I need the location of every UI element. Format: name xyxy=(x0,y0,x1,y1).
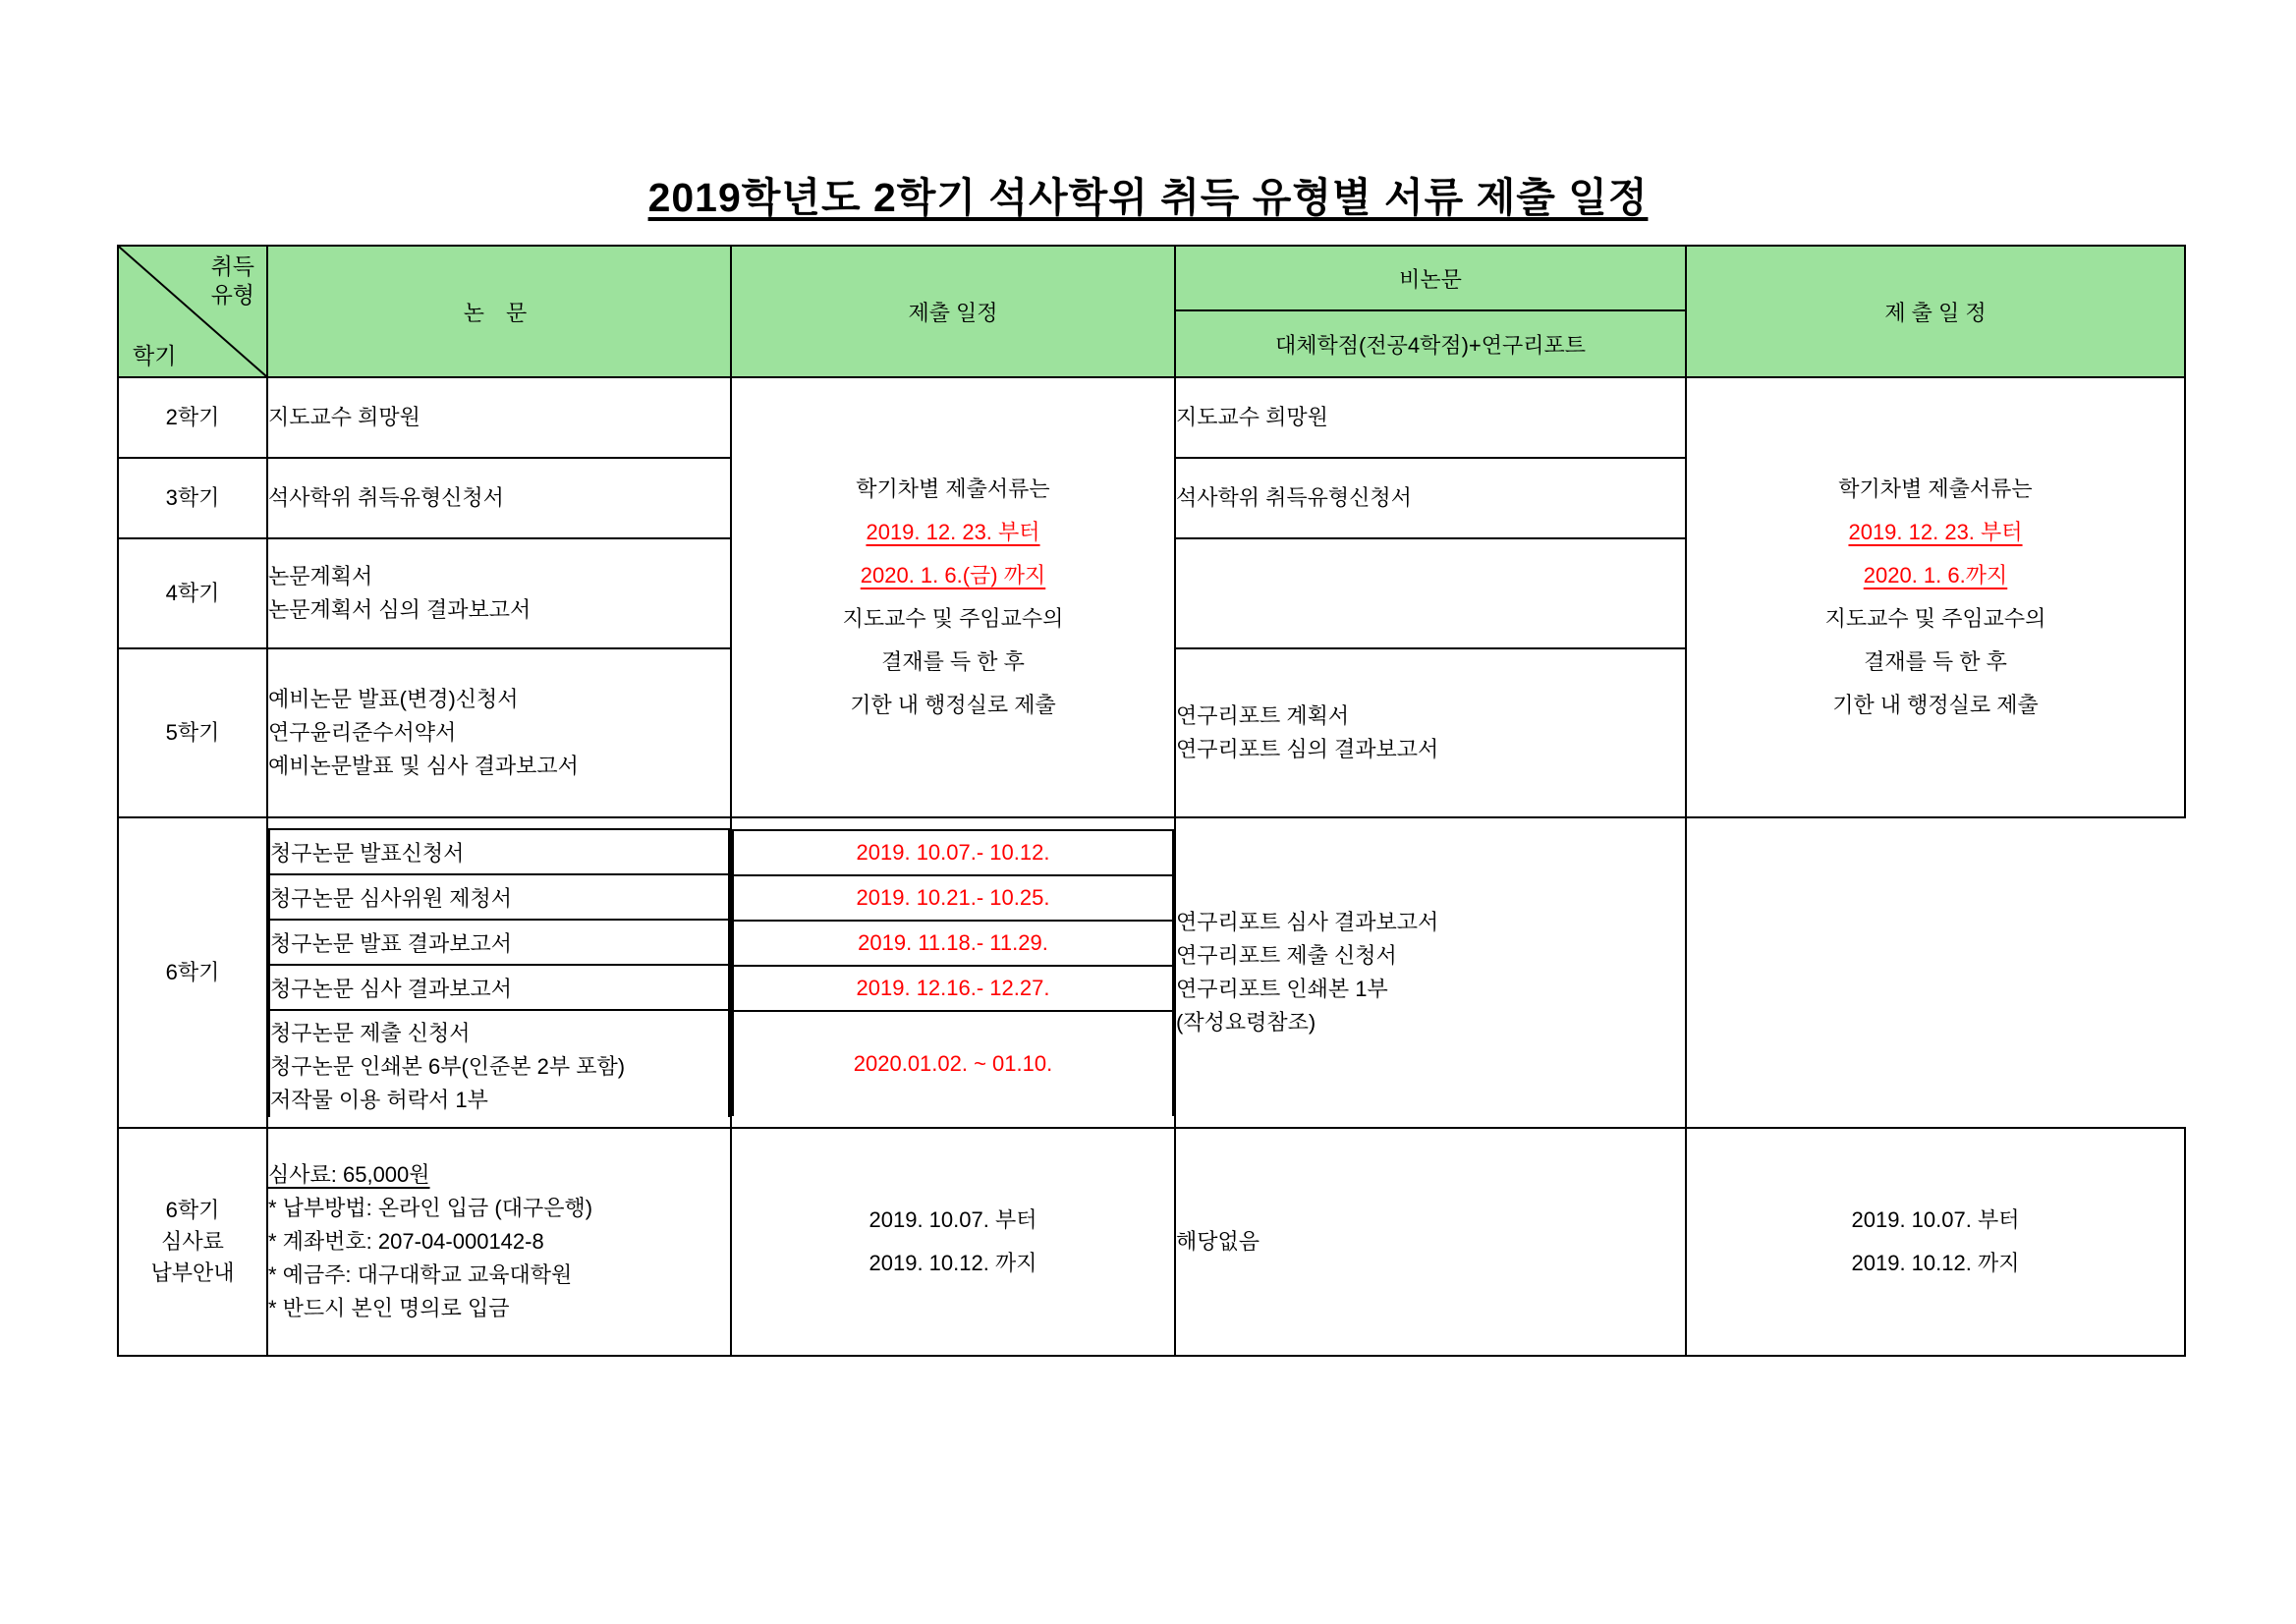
paper-schedule-term6-dates xyxy=(732,829,1174,1116)
nonpaper-schedule-line-4: 지도교수 및 주임교수의 xyxy=(1824,606,2046,631)
nonpaper-doc-term5 xyxy=(1175,648,1686,817)
header-paper-schedule: 제출 일정 xyxy=(731,246,1175,377)
paper-doc-term6-tail-line2: 청구논문 인쇄본 6부(인준본 2부 포함) xyxy=(270,1054,626,1080)
header-nonpaper-schedule: 제 출 일 정 xyxy=(1686,246,2185,377)
header-nonpaper: 비논문 xyxy=(1175,246,1686,310)
nonpaper-doc-term6-line2: 연구리포트 제출 신청서 xyxy=(1176,943,1397,969)
list-item: 청구논문 심사 결과보고서 xyxy=(269,965,729,1010)
list-item-tail xyxy=(269,1010,729,1117)
term-label-fee xyxy=(118,1128,267,1356)
fee-line-2: * 계좌번호: 207-04-000142-8 xyxy=(268,1229,544,1255)
nonpaper-fee-schedule xyxy=(1686,1128,2185,1356)
table-row-fee xyxy=(118,1128,2185,1356)
paper-doc-term5-line3: 예비논문발표 및 심사 결과보고서 xyxy=(268,754,579,779)
nonpaper-doc-term6-line1: 연구리포트 심사 결과보고서 xyxy=(1176,909,1439,934)
fee-line-4: * 반드시 본인 명의로 입금 xyxy=(268,1296,510,1321)
fee-line-3: * 예금주: 대구대학교 교육대학원 xyxy=(268,1262,573,1288)
list-item: 청구논문 심사위원 제청서 xyxy=(269,874,729,920)
paper-doc-term6-list xyxy=(268,828,730,1117)
paper-fee-details xyxy=(267,1128,731,1356)
paper-doc-term5-line2: 연구윤리준수서약서 xyxy=(268,719,457,745)
paper-doc-term6 xyxy=(267,817,731,1128)
nonpaper-schedule-block xyxy=(1686,377,2185,817)
paper-doc-term2: 지도교수 희망원 xyxy=(267,377,731,458)
fee-title: 심사료: 65,000원 xyxy=(268,1162,430,1188)
term-label-3: 3학기 xyxy=(118,458,267,538)
nonpaper-fee-schedule-line1: 2019. 10.07. 부터 xyxy=(1851,1207,2020,1233)
fee-line-1: * 납부방법: 온라인 입금 (대구은행) xyxy=(268,1196,593,1221)
term-label-2: 2학기 xyxy=(118,377,267,458)
paper-fee-schedule xyxy=(731,1128,1175,1356)
table-header-row xyxy=(118,246,2185,310)
date-item: 2020.01.02. ~ 01.10. xyxy=(733,1011,1173,1116)
nonpaper-schedule-line-6: 기한 내 행정실로 제출 xyxy=(1832,693,2039,717)
page-title xyxy=(0,165,2296,223)
term-label-5: 5학기 xyxy=(118,648,267,817)
term-label-fee-line1: 6학기 xyxy=(165,1198,220,1223)
nonpaper-doc-term6 xyxy=(1175,817,1686,1128)
nonpaper-doc-term6-line3: 연구리포트 인쇄본 1부 xyxy=(1176,977,1388,1002)
term-label-fee-line2: 심사료 xyxy=(161,1229,224,1255)
paper-schedule-line-4: 지도교수 및 주임교수의 xyxy=(842,606,1064,631)
term-label-6: 6학기 xyxy=(118,817,267,1128)
nonpaper-schedule-line-2: 2019. 12. 23. 부터 xyxy=(1848,520,2023,544)
paper-fee-schedule-line1: 2019. 10.07. 부터 xyxy=(868,1207,1037,1233)
nonpaper-schedule-line-5: 결재를 득 한 후 xyxy=(1864,649,2007,674)
date-item: 2019. 12.16.- 12.27. xyxy=(733,966,1173,1011)
header-paper: 논 문 xyxy=(267,246,731,377)
nonpaper-doc-term2: 지도교수 희망원 xyxy=(1175,377,1686,458)
corner-term-label: 학기 xyxy=(133,343,177,368)
paper-schedule-line-6: 기한 내 행정실로 제출 xyxy=(850,693,1056,717)
nonpaper-schedule-line-3: 2020. 1. 6.까지 xyxy=(1863,563,2008,588)
nonpaper-doc-term3: 석사학위 취득유형신청서 xyxy=(1175,458,1686,538)
nonpaper-schedule-line-1: 학기차별 제출서류는 xyxy=(1838,476,2033,501)
nonpaper-fee-schedule-line2: 2019. 10.12. 까지 xyxy=(1851,1251,2020,1276)
nonpaper-fee: 해당없음 xyxy=(1175,1128,1686,1356)
corner-header-cell xyxy=(118,246,267,377)
paper-doc-term4-line2: 논문계획서 심의 결과보고서 xyxy=(268,597,532,622)
paper-doc-term6-tail-line1: 청구논문 제출 신청서 xyxy=(270,1021,471,1045)
paper-schedule-block xyxy=(731,377,1175,817)
paper-schedule-term6 xyxy=(731,817,1175,1128)
nonpaper-doc-term4 xyxy=(1175,538,1686,648)
paper-doc-term5-line1: 예비논문 발표(변경)신청서 xyxy=(268,686,519,711)
header-nonpaper-sub: 대체학점(전공4학점)+연구리포트 xyxy=(1175,310,1686,377)
table-row-term2 xyxy=(118,377,2185,458)
nonpaper-doc-term5-line2: 연구리포트 심의 결과보고서 xyxy=(1176,737,1439,761)
list-item: 청구논문 발표신청서 xyxy=(269,829,729,874)
date-item: 2019. 10.07.- 10.12. xyxy=(733,830,1173,875)
paper-doc-term4-line1: 논문계획서 xyxy=(268,563,373,588)
list-item: 청구논문 발표 결과보고서 xyxy=(269,920,729,965)
paper-doc-term6-tail-line3: 저작물 이용 허락서 1부 xyxy=(270,1088,488,1113)
date-item: 2019. 11.18.- 11.29. xyxy=(733,921,1173,966)
paper-schedule-line-3: 2020. 1. 6.(금) 까지 xyxy=(860,563,1046,588)
date-item: 2019. 10.21.- 10.25. xyxy=(733,875,1173,921)
paper-schedule-line-5: 결재를 득 한 후 xyxy=(881,649,1025,674)
corner-type-label: 취득 유형 xyxy=(210,253,254,308)
paper-fee-schedule-line2: 2019. 10.12. 까지 xyxy=(868,1251,1037,1276)
paper-doc-term3: 석사학위 취득유형신청서 xyxy=(267,458,731,538)
table-row-term6 xyxy=(118,817,2185,1128)
term-label-fee-line3: 납부안내 xyxy=(150,1260,235,1286)
paper-doc-term4 xyxy=(267,538,731,648)
paper-doc-term5 xyxy=(267,648,731,817)
nonpaper-doc-term6-line4: (작성요령참조) xyxy=(1176,1010,1316,1036)
paper-schedule-line-2: 2019. 12. 23. 부터 xyxy=(866,520,1040,544)
term-label-4: 4학기 xyxy=(118,538,267,648)
schedule-table xyxy=(117,245,2186,1357)
paper-schedule-line-1: 학기차별 제출서류는 xyxy=(856,476,1050,501)
page-title-text: 2019학년도 2학기 석사학위 취득 유형별 서류 제출 일정 xyxy=(647,175,1649,220)
nonpaper-doc-term5-line1: 연구리포트 계획서 xyxy=(1176,702,1350,728)
